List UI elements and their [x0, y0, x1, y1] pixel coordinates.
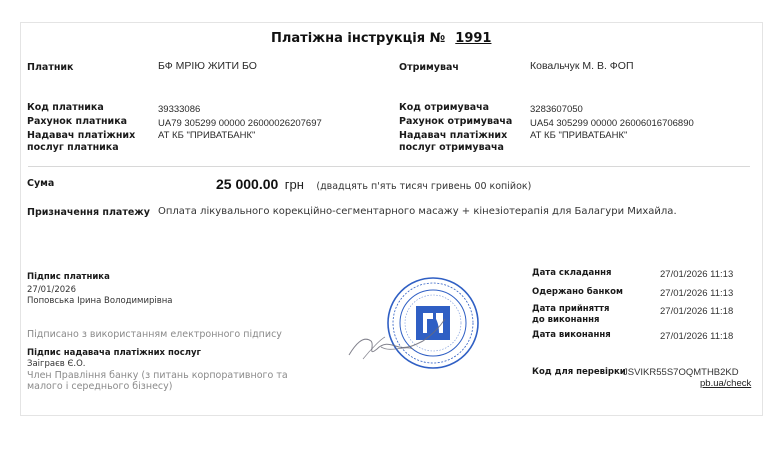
bank-stamp-with-signature	[341, 275, 481, 371]
verification-code: JSVIKR55S7OQMTHB2KD	[623, 367, 739, 378]
payer-account-label: Рахунок платника	[27, 116, 128, 127]
date-received-label: Одержано банком	[532, 287, 623, 297]
payer-provider-label	[27, 130, 135, 154]
amount-row	[216, 176, 531, 194]
section-divider	[28, 166, 750, 167]
amount-value: 25 000.00	[216, 176, 279, 192]
provider-position-line1: Член Правління банку (з питань корпоративного та	[27, 370, 288, 381]
date-accepted-label-line2: до виконання	[532, 315, 600, 325]
provider-signature-position	[27, 370, 288, 392]
date-accepted-label-line1: Дата прийняття	[532, 304, 610, 314]
recipient-provider-label	[399, 130, 507, 154]
date-received-value: 27/01/2026 11:13	[660, 288, 734, 299]
recipient-provider-label-line1: Надавач платіжних	[399, 130, 508, 141]
date-accepted-value: 27/01/2026 11:18	[660, 306, 734, 317]
payer-provider-label-line1: Надавач платіжних	[27, 130, 136, 141]
recipient-account: UA54 305299 00000 26006016706890	[530, 118, 694, 129]
payment-instruction-card	[20, 22, 763, 416]
recipient-provider: АТ КБ "ПРИВАТБАНК"	[530, 130, 628, 141]
payer-code: 39333086	[158, 104, 201, 115]
date-accepted-label	[532, 304, 609, 326]
recipient-name: Ковальчук М. В. ФОП	[530, 60, 634, 72]
payer-signature-name: Поповська Ірина Володимирівна	[27, 296, 173, 306]
date-created-value: 27/01/2026 11:13	[660, 269, 734, 280]
recipient-provider-label-line2: послуг отримувача	[399, 142, 504, 153]
provider-position-line2: малого і середнього бізнесу)	[27, 381, 173, 392]
recipient-account-label: Рахунок отримувача	[399, 116, 513, 127]
payer-provider-label-line2: послуг платника	[27, 142, 119, 153]
recipient-code-label: Код отримувача	[399, 102, 490, 113]
payer-provider: АТ КБ "ПРИВАТБАНК"	[158, 130, 256, 141]
amount-label: Сума	[27, 178, 55, 189]
date-created-label: Дата складання	[532, 268, 612, 278]
amount-currency: грн	[284, 177, 304, 192]
date-executed-value: 27/01/2026 11:18	[660, 331, 734, 342]
payer-name: БФ МРІЮ ЖИТИ БО	[158, 60, 257, 72]
date-executed-label: Дата виконання	[532, 330, 611, 340]
stamp-icon	[341, 275, 481, 371]
document-title	[271, 31, 491, 46]
verification-link[interactable]: pb.ua/check	[700, 378, 752, 389]
provider-signature-label: Підпис надавача платіжних послуг	[27, 348, 201, 358]
verification-label: Код для перевірки	[532, 367, 626, 377]
payer-signature-label: Підпис платника	[27, 272, 110, 282]
payer-code-label: Код платника	[27, 102, 104, 113]
purpose-text: Оплата лікувального корекційно-сегментарного масажу + кінезіотерапія для Балагури Михайла.	[158, 206, 677, 217]
document-number: 1991	[455, 31, 492, 46]
amount-in-words: (двадцять п'ять тисяч гривень 00 копійок)	[316, 181, 532, 192]
e-signature-note: Підписано з використанням електронного підпису	[27, 329, 282, 340]
payer-signature-date: 27/01/2026	[27, 285, 76, 295]
purpose-label: Призначення платежу	[27, 207, 150, 218]
payer-label: Платник	[27, 62, 74, 73]
recipient-label: Отримувач	[399, 62, 459, 73]
recipient-code: 3283607050	[530, 104, 583, 115]
title-text: Платіжна інструкція №	[271, 31, 446, 46]
provider-signature-name: Заіграєв Є.О.	[27, 359, 86, 369]
payer-account: UA79 305299 00000 26000026207697	[158, 118, 322, 129]
